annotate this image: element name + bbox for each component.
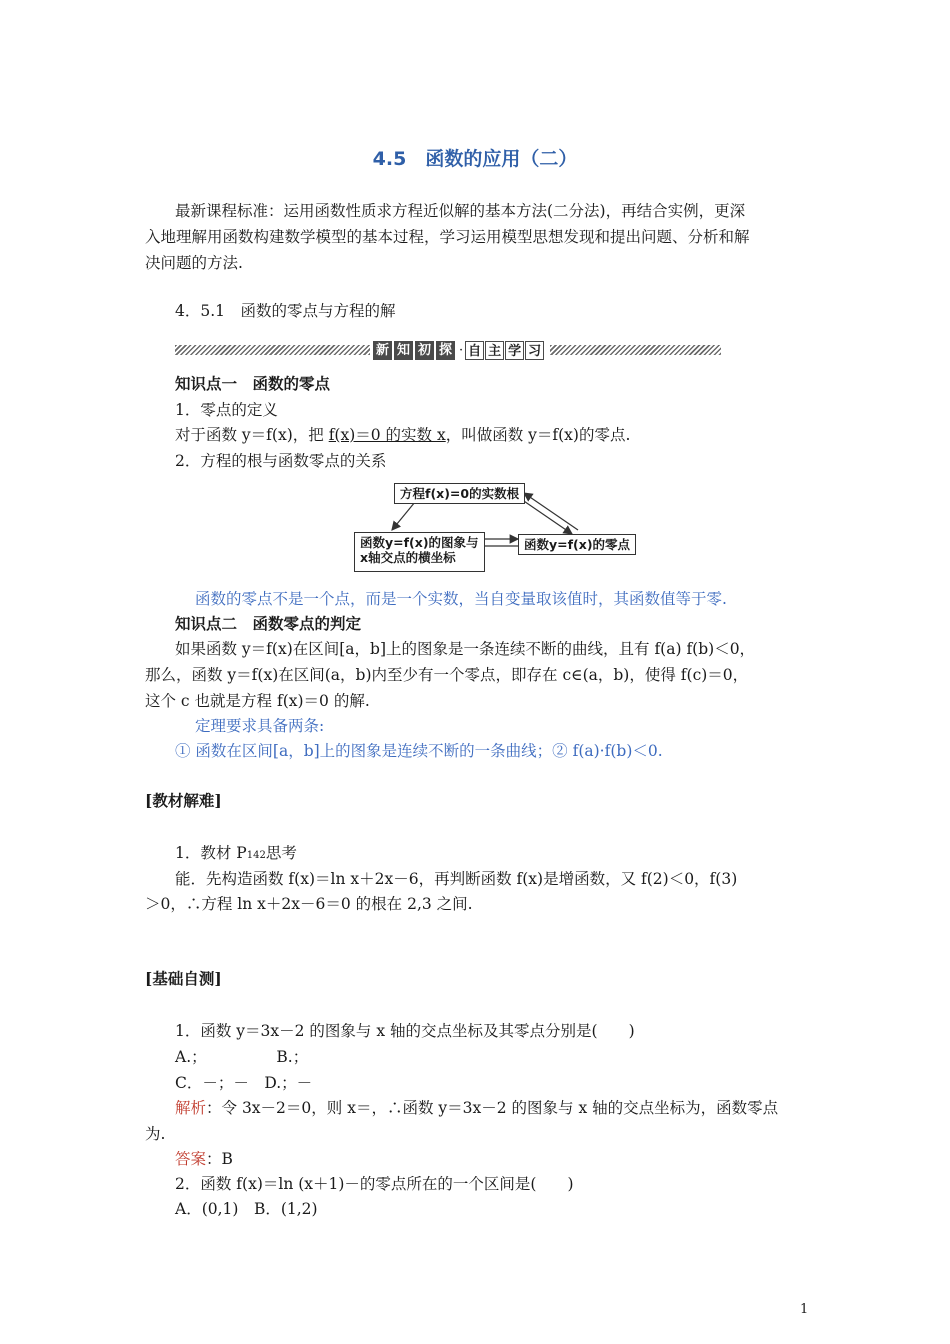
kp2-note-a: 定理要求具备两条:	[195, 717, 325, 735]
textbook-line-1: 能．先构造函数 f(x)＝ln x＋2x－6，再判断函数 f(x)是增函数，又 f(2)＜0，f(3)	[175, 870, 738, 888]
banner-char: 主	[485, 341, 504, 360]
kp1-item2: 2．方程的根与函数零点的关系	[175, 452, 387, 470]
kp1-def-underlined: f(x)＝0 的实数 x	[328, 426, 446, 444]
banner-dot: ·	[459, 342, 464, 358]
banner-hatch-right	[550, 345, 721, 355]
textbook-line-2: ＞0，∴方程 ln x＋2x－6＝0 的根在 2,3 之间.	[145, 895, 473, 913]
section-heading: 4．5.1 函数的零点与方程的解	[175, 302, 396, 320]
arrow-right-to-top	[524, 493, 578, 530]
kp2-line-3: 这个 c 也就是方程 f(x)＝0 的解.	[145, 692, 370, 710]
banner-char: 探	[436, 341, 455, 360]
textbook-heading: [教材解难]	[145, 791, 222, 810]
banner-char: 习	[525, 341, 544, 360]
relation-diagram	[350, 480, 630, 572]
banner-char: 新	[373, 341, 392, 360]
banner-char: 学	[505, 341, 524, 360]
kp2-line-1: 如果函数 y＝f(x)在区间[a，b]上的图象是一条连续不断的曲线，且有 f(a) f(b)＜0，	[175, 640, 756, 658]
kp1-heading: 知识点一 函数的零点	[175, 374, 331, 393]
solution-label: 解析	[175, 1099, 207, 1117]
kp1-definition	[175, 424, 630, 446]
banner-char: 知	[394, 341, 413, 360]
kp2-note-b: ① 函数在区间[a，b]上的图象是连续不断的一条曲线；② f(a)·f(b)＜0.	[175, 742, 663, 760]
section-banner	[175, 340, 721, 360]
q2-options-ab: A．(0,1) B．(1,2)	[175, 1200, 318, 1218]
page-number: 1	[800, 1302, 809, 1317]
textbook-item-subscript: 142	[246, 850, 266, 861]
solution-text: ：令 3x－2＝0，则 x＝，∴函数 y＝3x－2 的图象与 x 轴的交点坐标为，函数零点	[206, 1099, 779, 1117]
kp1-item1: 1．零点的定义	[175, 401, 278, 419]
banner-label	[373, 340, 545, 360]
kp1-def-b: ，叫做函数 y＝f(x)的零点.	[445, 426, 631, 444]
diagram-left-line-1: 函数y=f(x)的图象与	[360, 535, 479, 550]
q2-stem: 2．函数 f(x)＝ln (x＋1)－的零点所在的一个区间是( )	[175, 1175, 574, 1193]
diagram-box-roots: 方程f(x)=0的实数根	[394, 483, 525, 504]
q1-options-cd: C．－；－ D.；－	[175, 1074, 313, 1092]
textbook-item	[175, 842, 297, 867]
banner-hatch-left	[175, 345, 370, 355]
answer-label: 答案	[175, 1150, 207, 1168]
q1-answer	[175, 1148, 233, 1170]
q1-stem: 1．函数 y＝3x－2 的图象与 x 轴的交点坐标及其零点分别是( )	[175, 1022, 635, 1040]
arrow-top-to-right	[518, 497, 572, 534]
q1-solution	[175, 1097, 778, 1119]
note-zero-is-number: 函数的零点不是一个点，而是一个实数，当自变量取该值时，其函数值等于零.	[195, 590, 727, 608]
selftest-heading: [基础自测]	[145, 969, 222, 988]
answer-text: ：B	[206, 1150, 233, 1168]
diagram-box-zero: 函数y=f(x)的零点	[518, 534, 636, 555]
kp1-def-a: 对于函数 y＝f(x)，把	[175, 426, 329, 444]
banner-char: 初	[415, 341, 434, 360]
q1-options-ab: A.； B.；	[175, 1048, 309, 1066]
textbook-item-a: 1．教材 P	[175, 844, 247, 862]
arrow-top-to-left	[392, 502, 415, 530]
q1-solution-cont: 为.	[145, 1125, 166, 1143]
intro-line-3: 决问题的方法.	[145, 254, 243, 272]
kp2-heading: 知识点二 函数零点的判定	[175, 614, 362, 633]
kp2-line-2: 那么，函数 y＝f(x)在区间(a，b)内至少有一个零点，即存在 c∈(a，b)，使得 f(c)＝0，	[145, 666, 749, 684]
intro-line-1: 最新课程标准：运用函数性质求方程近似解的基本方法(二分法)，再结合实例，更深	[175, 202, 746, 220]
diagram-box-intersection	[354, 532, 485, 572]
diagram-left-line-2: x轴交点的横坐标	[360, 550, 456, 565]
intro-line-2: 入地理解用函数构建数学模型的基本过程，学习运用模型思想发现和提出问题、分析和解	[145, 228, 750, 246]
page-title: 4.5 函数的应用（二）	[372, 148, 578, 170]
banner-char: 自	[465, 341, 484, 360]
textbook-item-b: 思考	[265, 844, 297, 862]
